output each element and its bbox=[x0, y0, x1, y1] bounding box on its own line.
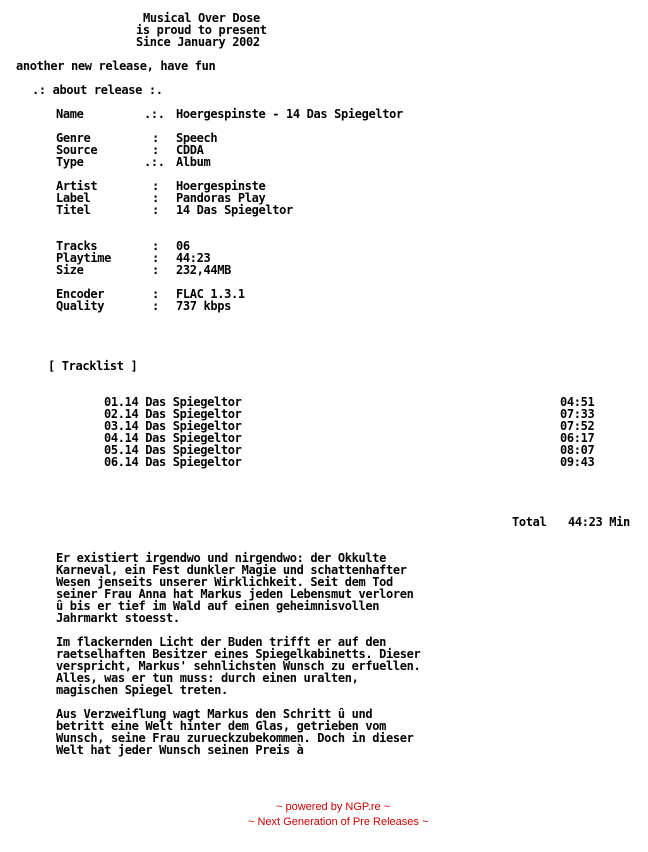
info-value-artist: Hoergespinste bbox=[176, 179, 266, 193]
info-label-encoder: Encoder bbox=[56, 287, 105, 301]
info-value-encoder: FLAC 1.3.1 bbox=[176, 287, 245, 301]
track-time: 04:51 bbox=[560, 395, 595, 409]
track-title: 04.14 Das Spiegeltor bbox=[104, 431, 242, 445]
info-sep-artist: : bbox=[152, 179, 159, 193]
track-title: 01.14 Das Spiegeltor bbox=[104, 395, 242, 409]
info-label-type: Type bbox=[56, 155, 84, 169]
description-line: Wunsch, seine Frau zurueckzubekommen. Doch in dieser bbox=[56, 731, 414, 745]
info-label-genre: Genre bbox=[56, 131, 91, 145]
description-line: raetselhaften Besitzer eines Spiegelkabinetts. Dieser bbox=[56, 647, 421, 661]
track-time: 07:33 bbox=[560, 407, 595, 421]
description-line: verspricht, Markus' sehnlichsten Wunsch zu erfuellen. bbox=[56, 659, 421, 673]
info-sep-quality: : bbox=[152, 299, 159, 313]
description-line: Karneval, ein Fest dunkler Magie und schattenhafter bbox=[56, 563, 407, 577]
tracklist-heading: [ Tracklist ] bbox=[48, 359, 138, 373]
track-time: 09:43 bbox=[560, 455, 595, 469]
info-sep-tracks: : bbox=[152, 239, 159, 253]
track-title: 05.14 Das Spiegeltor bbox=[104, 443, 242, 457]
description-line: magischen Spiegel treten. bbox=[56, 683, 228, 697]
info-sep-playtime: : bbox=[152, 251, 159, 265]
info-value-size: 232,44MB bbox=[176, 263, 231, 277]
info-label-name: Name bbox=[56, 107, 84, 121]
footer-tagline: ~ Next Generation of Pre Releases ~ bbox=[248, 816, 429, 828]
about-heading: .: about release :. bbox=[32, 83, 163, 97]
info-sep-type: .:. bbox=[144, 155, 165, 169]
header-group-name: Musical Over Dose bbox=[143, 11, 260, 25]
info-label-titel: Titel bbox=[56, 203, 91, 217]
description-line: û bis er tief im Wald auf einen geheimnisvollen bbox=[56, 599, 380, 613]
info-sep-titel: : bbox=[152, 203, 159, 217]
description-line: Im flackernden Licht der Buden trifft er auf den bbox=[56, 635, 386, 649]
track-title: 02.14 Das Spiegeltor bbox=[104, 407, 242, 421]
track-title: 03.14 Das Spiegeltor bbox=[104, 419, 242, 433]
description-line: Welt hat jeder Wunsch seinen Preis à bbox=[56, 743, 304, 757]
info-value-tracks: 06 bbox=[176, 239, 190, 253]
header-tagline: is proud to present bbox=[136, 23, 267, 37]
total-time: 44:23 Min bbox=[568, 515, 630, 529]
info-sep-size: : bbox=[152, 263, 159, 277]
info-value-titel: 14 Das Spiegeltor bbox=[176, 203, 293, 217]
info-value-genre: Speech bbox=[176, 131, 218, 145]
description-line: Er existiert irgendwo und nirgendwo: der Okkulte bbox=[56, 551, 386, 565]
description-line: Alles, was er tun muss: durch einen uralten, bbox=[56, 671, 359, 685]
info-value-label: Pandoras Play bbox=[176, 191, 266, 205]
footer-powered-by: ~ powered by NGP.re ~ bbox=[276, 801, 391, 813]
info-sep-source: : bbox=[152, 143, 159, 157]
description-line: Aus Verzweiflung wagt Markus den Schritt û und bbox=[56, 707, 373, 721]
info-label-source: Source bbox=[56, 143, 98, 157]
description-line: Jahrmarkt stoesst. bbox=[56, 611, 180, 625]
description-line: seiner Frau Anna hat Markus jeden Lebensmut verloren bbox=[56, 587, 414, 601]
greeting-text: another new release, have fun bbox=[16, 59, 216, 73]
info-label-quality: Quality bbox=[56, 299, 105, 313]
description-line: Wesen jenseits unserer Wirklichkeit. Seit dem Tod bbox=[56, 575, 393, 589]
info-label-label: Label bbox=[56, 191, 91, 205]
track-time: 07:52 bbox=[560, 419, 595, 433]
info-value-name: Hoergespinste - 14 Das Spiegeltor bbox=[176, 107, 403, 121]
description-line: betritt eine Welt hinter dem Glas, getrieben vom bbox=[56, 719, 386, 733]
header-since: Since January 2002 bbox=[136, 35, 260, 49]
track-time: 08:07 bbox=[560, 443, 595, 457]
info-value-playtime: 44:23 bbox=[176, 251, 211, 265]
info-sep-name: .:. bbox=[144, 107, 165, 121]
info-sep-encoder: : bbox=[152, 287, 159, 301]
info-value-quality: 737 kbps bbox=[176, 299, 231, 313]
info-value-source: CDDA bbox=[176, 143, 204, 157]
info-sep-genre: : bbox=[152, 131, 159, 145]
info-label-artist: Artist bbox=[56, 179, 98, 193]
info-label-tracks: Tracks bbox=[56, 239, 98, 253]
track-title: 06.14 Das Spiegeltor bbox=[104, 455, 242, 469]
track-time: 06:17 bbox=[560, 431, 595, 445]
info-label-playtime: Playtime bbox=[56, 251, 111, 265]
info-value-type: Album bbox=[176, 155, 211, 169]
info-label-size: Size bbox=[56, 263, 84, 277]
total-label: Total bbox=[512, 515, 547, 529]
info-sep-label: : bbox=[152, 191, 159, 205]
